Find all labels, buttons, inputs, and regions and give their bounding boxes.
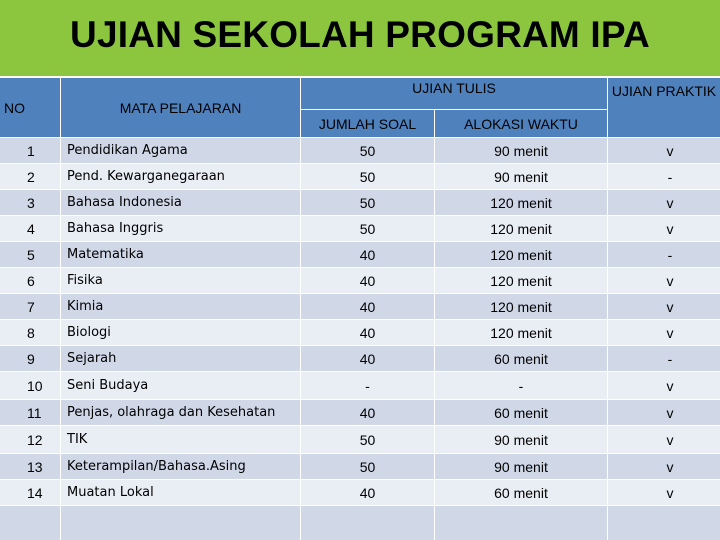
table-row — [0, 506, 720, 540]
table-row — [0, 372, 720, 400]
cell-mata-pelajaran: Muatan Lokal — [60, 480, 300, 506]
cell-mata-pelajaran: Keterampilan/Bahasa.Asing — [60, 454, 300, 480]
cell-no: 11 — [27, 405, 42, 421]
header-no-label: NO — [4, 99, 25, 116]
cell-ujian-praktik: - — [607, 242, 720, 268]
header-ujian-tulis-label: UJIAN TULIS — [412, 79, 496, 96]
cell-mata-pelajaran: Sejarah — [60, 346, 300, 372]
cell-no: 9 — [27, 351, 35, 367]
cell-ujian-praktik — [607, 506, 720, 540]
header-ujian-praktik-label: UJIAN PRAKTIK — [611, 83, 717, 99]
cell-jumlah-soal: 40 — [300, 242, 434, 268]
cell-mata-pelajaran: Matematika — [60, 242, 300, 268]
cell-no: 2 — [27, 169, 35, 185]
table-row — [0, 426, 720, 454]
table-row — [0, 190, 720, 216]
cell-alokasi-waktu: 60 menit — [434, 400, 607, 426]
cell-no: 1 — [27, 143, 35, 159]
cell-ujian-praktik: v — [607, 320, 720, 346]
cell-no: 3 — [27, 195, 35, 211]
table-row — [0, 294, 720, 320]
table-row — [0, 164, 720, 190]
cell-no: 12 — [27, 432, 43, 448]
cell-no: 6 — [27, 273, 35, 289]
cell-no: 7 — [27, 299, 35, 315]
cell-jumlah-soal — [300, 506, 434, 540]
cell-alokasi-waktu: 60 menit — [434, 346, 607, 372]
table-row — [0, 480, 720, 506]
cell-mata-pelajaran: Fisika — [60, 268, 300, 294]
cell-jumlah-soal: 50 — [300, 190, 434, 216]
cell-alokasi-waktu: 90 menit — [434, 426, 607, 454]
cell-alokasi-waktu: - — [434, 372, 607, 400]
cell-jumlah-soal: 40 — [300, 320, 434, 346]
cell-alokasi-waktu: 90 menit — [434, 454, 607, 480]
cell-ujian-praktik: v — [607, 294, 720, 320]
cell-ujian-praktik: v — [607, 480, 720, 506]
cell-mata-pelajaran: Bahasa Indonesia — [60, 190, 300, 216]
header-mata-pelajaran-label: MATA PELAJARAN — [119, 99, 242, 116]
cell-ujian-praktik: v — [607, 426, 720, 454]
cell-no: 5 — [27, 247, 35, 263]
table-row — [0, 242, 720, 268]
cell-alokasi-waktu — [434, 506, 607, 540]
table-row — [0, 138, 720, 164]
cell-ujian-praktik: v — [607, 190, 720, 216]
cell-no: 14 — [27, 485, 43, 501]
cell-mata-pelajaran: Seni Budaya — [60, 372, 300, 400]
header-ujian-praktik — [608, 78, 720, 137]
table-row — [0, 268, 720, 294]
table-row — [0, 454, 720, 480]
cell-no: 10 — [27, 378, 43, 394]
cell-no: 4 — [27, 221, 35, 237]
cell-alokasi-waktu: 60 menit — [434, 480, 607, 506]
cell-ujian-praktik: - — [607, 164, 720, 190]
cell-ujian-praktik: v — [607, 138, 720, 164]
cell-alokasi-waktu: 120 menit — [434, 242, 607, 268]
cell-jumlah-soal: - — [300, 372, 434, 400]
cell-alokasi-waktu: 90 menit — [434, 138, 607, 164]
cell-alokasi-waktu: 120 menit — [434, 190, 607, 216]
header-mata-pelajaran — [61, 78, 300, 137]
cell-ujian-praktik: - — [607, 346, 720, 372]
cell-mata-pelajaran: Kimia — [60, 294, 300, 320]
cell-jumlah-soal: 40 — [300, 480, 434, 506]
cell-mata-pelajaran: Pendidikan Agama — [60, 138, 300, 164]
cell-alokasi-waktu: 120 menit — [434, 294, 607, 320]
header-jumlah-soal — [301, 110, 434, 137]
header-alokasi-waktu — [435, 110, 607, 137]
cell-alokasi-waktu: 90 menit — [434, 164, 607, 190]
cell-ujian-praktik: v — [607, 400, 720, 426]
cell-alokasi-waktu: 120 menit — [434, 268, 607, 294]
cell-jumlah-soal: 50 — [300, 216, 434, 242]
header-ujian-tulis — [301, 78, 607, 109]
page-title: UJIAN SEKOLAH PROGRAM IPA — [70, 14, 650, 55]
header-jumlah-soal-label: JUMLAH SOAL — [318, 115, 417, 132]
cell-jumlah-soal: 40 — [300, 400, 434, 426]
cell-no: 13 — [27, 459, 43, 475]
cell-ujian-praktik: v — [607, 268, 720, 294]
cell-jumlah-soal: 40 — [300, 294, 434, 320]
cell-mata-pelajaran: TIK — [60, 426, 300, 454]
cell-no: 8 — [27, 325, 35, 341]
cell-jumlah-soal: 50 — [300, 164, 434, 190]
cell-ujian-praktik: v — [607, 372, 720, 400]
cell-jumlah-soal: 50 — [300, 454, 434, 480]
cell-mata-pelajaran — [60, 506, 300, 540]
cell-jumlah-soal: 40 — [300, 268, 434, 294]
header-alokasi-waktu-label: ALOKASI WAKTU — [464, 115, 578, 132]
table-row — [0, 400, 720, 426]
header-no — [0, 78, 60, 137]
cell-mata-pelajaran: Pend. Kewarganegaraan — [60, 164, 300, 190]
cell-mata-pelajaran: Biologi — [60, 320, 300, 346]
cell-mata-pelajaran: Bahasa Inggris — [60, 216, 300, 242]
cell-ujian-praktik: v — [607, 454, 720, 480]
cell-alokasi-waktu: 120 menit — [434, 216, 607, 242]
table-row — [0, 346, 720, 372]
cell-jumlah-soal: 50 — [300, 138, 434, 164]
cell-mata-pelajaran: Penjas, olahraga dan Kesehatan — [60, 400, 300, 426]
table-row — [0, 320, 720, 346]
cell-no — [0, 506, 60, 540]
cell-alokasi-waktu: 120 menit — [434, 320, 607, 346]
table-row — [0, 216, 720, 242]
cell-jumlah-soal: 50 — [300, 426, 434, 454]
cell-jumlah-soal: 40 — [300, 346, 434, 372]
cell-ujian-praktik: v — [607, 216, 720, 242]
